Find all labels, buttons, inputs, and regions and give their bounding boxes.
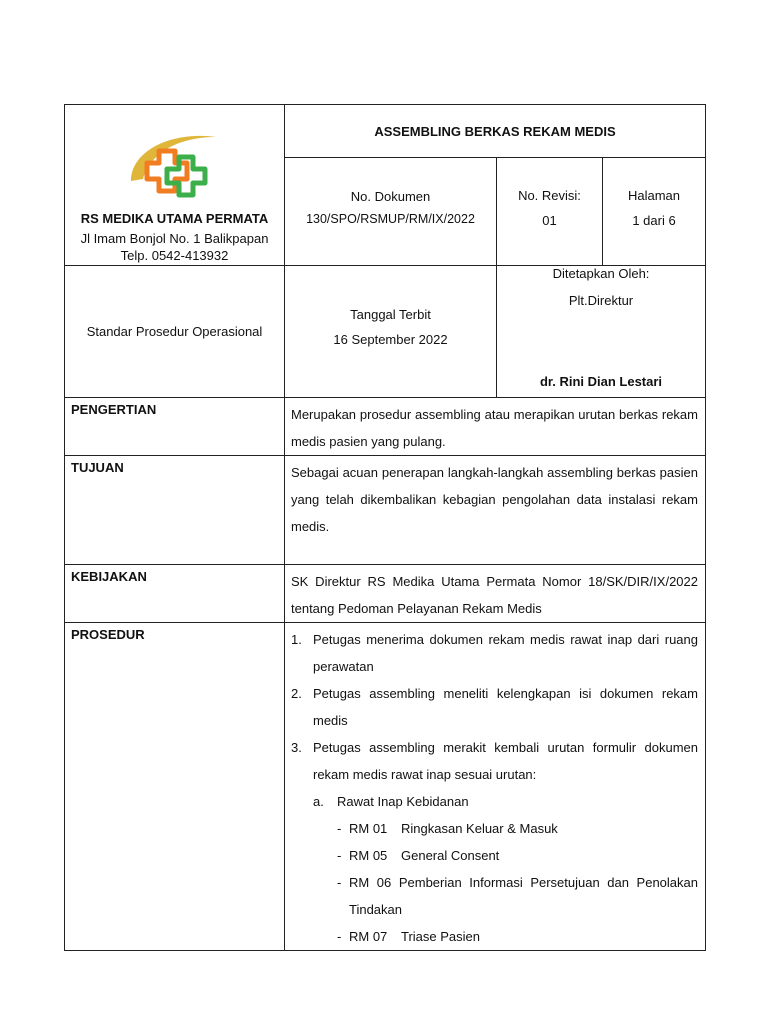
list-item: 3. Petugas assembling merakit kembali urutan formulir dokumen rekam medis rawat inap sesuai urutan:: [291, 740, 698, 782]
tujuan-text: Sebagai acuan penerapan langkah-langkah assembling berkas pasien yang telah dikembalikan kebagian pengolahan data instalasi rekam medis.: [285, 456, 706, 565]
prosedur-label: PROSEDUR: [65, 623, 285, 951]
rm-item: - RM 05 General Consent: [337, 848, 500, 863]
prosedur-steps: [291, 626, 698, 788]
pengertian-text: Merupakan prosedur assembling atau merapikan urutan berkas rekam medis pasien yang pulang.: [285, 398, 706, 456]
ditetapkan-role: Plt.Direktur: [568, 293, 634, 308]
no-dokumen-value: 130/SPO/RSMUP/RM/IX/2022: [306, 212, 475, 226]
ditetapkan-name: dr. Rini Dian Lestari: [539, 374, 663, 389]
tanggal-terbit-value: 16 September 2022: [333, 332, 448, 347]
no-revisi-label: No. Revisi:: [518, 188, 581, 203]
no-revisi-cell: [497, 158, 603, 266]
kebijakan-label: KEBIJAKAN: [65, 565, 285, 623]
no-revisi-value: 01: [542, 213, 557, 228]
halaman-cell: [603, 158, 706, 266]
halaman-value: 1 dari 6: [632, 213, 676, 228]
hospital-phone: Telp. 0542-413932: [120, 248, 229, 263]
prosedur-body: [285, 623, 706, 951]
sop-document-table: [64, 104, 706, 951]
halaman-label: Halaman: [627, 188, 681, 203]
sop-type-cell: [65, 266, 285, 398]
list-item: 1. Petugas menerima dokumen rekam medis rawat inap dari ruang perawatan: [291, 632, 698, 674]
document-title-cell: [285, 105, 706, 158]
kebijakan-text: SK Direktur RS Medika Utama Permata Nomor 18/SK/DIR/IX/2022 tentang Pedoman Pelayanan Rekam Medis: [285, 565, 706, 623]
sub-item-rawat-inap: a. Rawat Inap Kebidanan: [313, 794, 469, 809]
no-dokumen-cell: [285, 158, 497, 266]
sop-type: Standar Prosedur Operasional: [86, 324, 263, 339]
tanggal-terbit-label: Tanggal Terbit: [350, 307, 431, 322]
medical-cross-logo-icon: [121, 129, 221, 201]
tanggal-terbit-cell: [285, 266, 497, 398]
pengertian-label: PENGERTIAN: [65, 398, 285, 456]
document-title: ASSEMBLING BERKAS REKAM MEDIS: [374, 124, 616, 139]
hospital-name: RS MEDIKA UTAMA PERMATA: [80, 211, 269, 226]
rm-item: - RM 01 Ringkasan Keluar & Masuk: [337, 821, 558, 836]
ditetapkan-cell: [497, 266, 706, 398]
no-dokumen-label: No. Dokumen: [350, 189, 431, 204]
tujuan-label: TUJUAN: [65, 456, 285, 565]
hospital-address: Jl Imam Bonjol No. 1 Balikpapan: [80, 231, 269, 246]
ditetapkan-label: Ditetapkan Oleh:: [552, 266, 650, 281]
rm-item: - RM 06 Pemberian Informasi Persetujuan dan Penolakan Tindakan: [337, 875, 698, 917]
hospital-info-cell: [65, 105, 285, 266]
list-item: 2. Petugas assembling meneliti kelengkapan isi dokumen rekam medis: [291, 686, 698, 728]
rm-item: - RM 07 Triase Pasien: [337, 929, 480, 944]
